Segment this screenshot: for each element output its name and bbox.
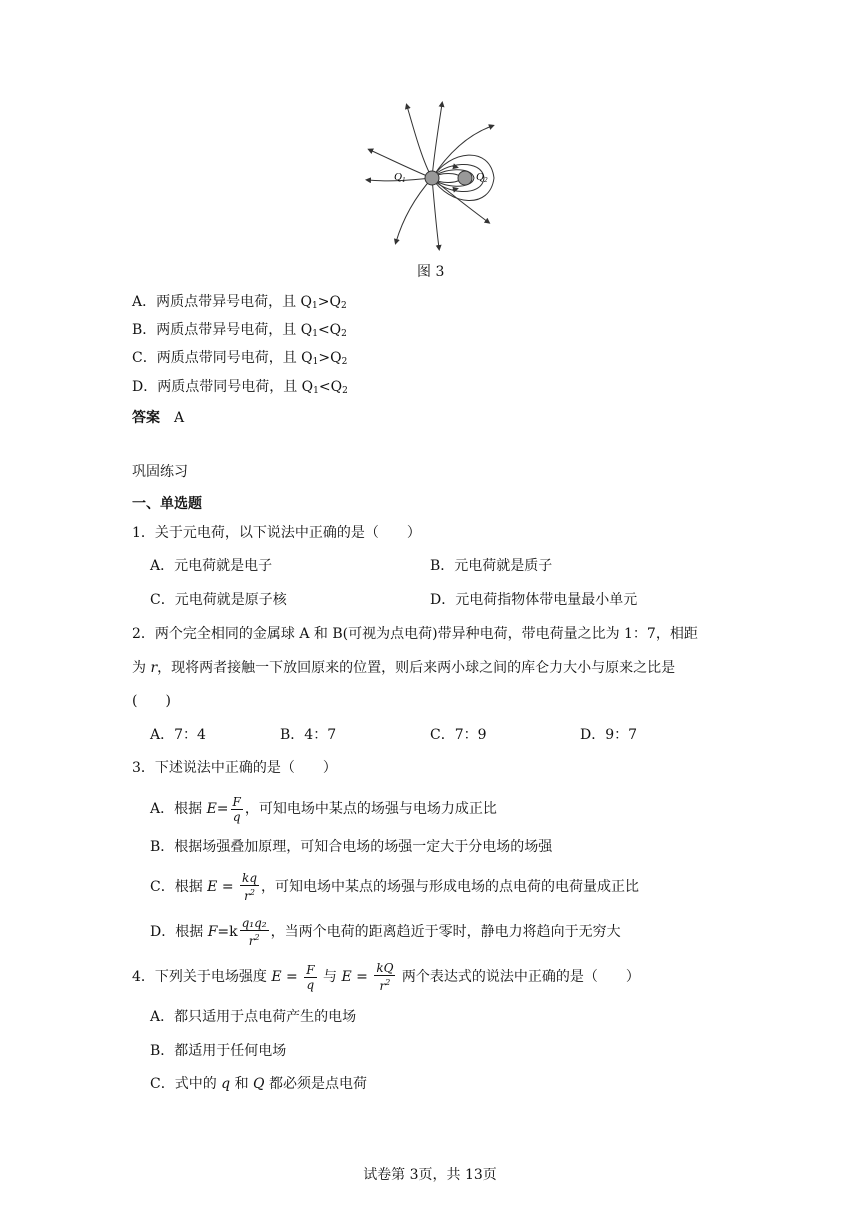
field-lines-diagram — [362, 100, 512, 252]
option-b: B．两质点带异号电荷，且 $Q_1<Q_2$ — [132, 322, 347, 339]
q1-option-b: B．元电荷就是质子 — [430, 558, 553, 574]
label-q2: Q2 — [476, 171, 488, 184]
option-a: A．两质点带异号电荷，且 $Q_1>Q_2$ — [132, 294, 347, 311]
q2-option-d: D．9：7 — [580, 727, 638, 743]
q3d-fraction: $\frac{\text{q₁q₂}}{r^2}$ — [241, 916, 267, 948]
answer-label: 答案 — [132, 410, 160, 426]
q4-option-c: C．式中的 q 和 Q 都必须是点电荷 — [150, 1076, 367, 1092]
figure-caption: 图 3 — [417, 264, 445, 280]
q4-option-a: A．都只适用于点电荷产生的电场 — [150, 1009, 357, 1025]
q3-option-a: A．根据 E= $\frac{F}{q}$ ，可知电场中某点的场强与电场力成正比 — [150, 794, 497, 824]
q3-option-d: D．根据 F=k $\frac{\text{q₁q₂}}{r^2}$ ，当两个电荷的距离趋近于零时，静电力将趋向于无穷大 — [150, 916, 621, 948]
q4-stem: 4．下列关于电场强度 E = $\frac{F}{q}$ 与 E = $\frac{kQ}{r^2}$ 两个表达式的说法中正确的是（ ） — [132, 961, 640, 993]
q2-line2: 为 r，现将两者接触一下放回原来的位置，则后来两小球之间的库仑力大小与原来之比是 — [132, 660, 676, 676]
q3a-fraction: $\frac{F}{q}$ — [232, 794, 241, 824]
q3-option-c: C．根据 E = $\frac{kq}{r^2}$ ，可知电场中某点的场强与形成电场的点电荷的电荷量成正比 — [150, 871, 639, 903]
q2-option-c: C．7：9 — [430, 727, 487, 743]
q2-line3: ( ) — [132, 693, 171, 709]
subsection-title: 一、单选题 — [132, 496, 202, 512]
option-d: D．两质点带同号电荷，且 $Q_1<Q_2$ — [132, 379, 348, 396]
q3-option-b: B．根据场强叠加原理，可知合电场的场强一定大于分电场的场强 — [150, 839, 553, 855]
answer-value: A — [174, 410, 185, 426]
q3c-fraction: $\frac{kq}{r^2}$ — [242, 871, 257, 903]
q2-line1: 2．两个完全相同的金属球 A 和 B(可视为点电荷)带异种电荷，带电荷量之比为 1：7，相距 — [132, 626, 698, 642]
field-lines-figure — [362, 100, 512, 252]
q4-fraction-2: $\frac{kQ}{r^2}$ — [376, 961, 394, 993]
charge-q2 — [458, 171, 472, 185]
q1-option-a: A．元电荷就是电子 — [150, 558, 273, 574]
q1-stem: 1．关于元电荷，以下说法中正确的是（ ） — [132, 525, 421, 541]
q3-stem: 3．下述说法中正确的是（ ） — [132, 760, 337, 776]
label-q1: Q1 — [394, 171, 406, 184]
answer-line — [132, 408, 184, 428]
q4-fraction-1: $\frac{F}{q}$ — [306, 962, 315, 992]
q1-option-d: D．元电荷指物体带电量最小单元 — [430, 592, 638, 608]
page-footer: 试卷第 3页，共 13页 — [363, 1167, 497, 1183]
option-c: C．两质点带同号电荷，且 $Q_1>Q_2$ — [132, 350, 348, 367]
charge-q1 — [425, 171, 439, 185]
q4-option-b: B．都适用于任何电场 — [150, 1043, 287, 1059]
q2-option-b: B．4：7 — [280, 727, 337, 743]
section-title: 巩固练习 — [132, 464, 188, 480]
q1-option-c: C．元电荷就是原子核 — [150, 592, 287, 608]
q2-option-a: A．7：4 — [150, 727, 206, 743]
